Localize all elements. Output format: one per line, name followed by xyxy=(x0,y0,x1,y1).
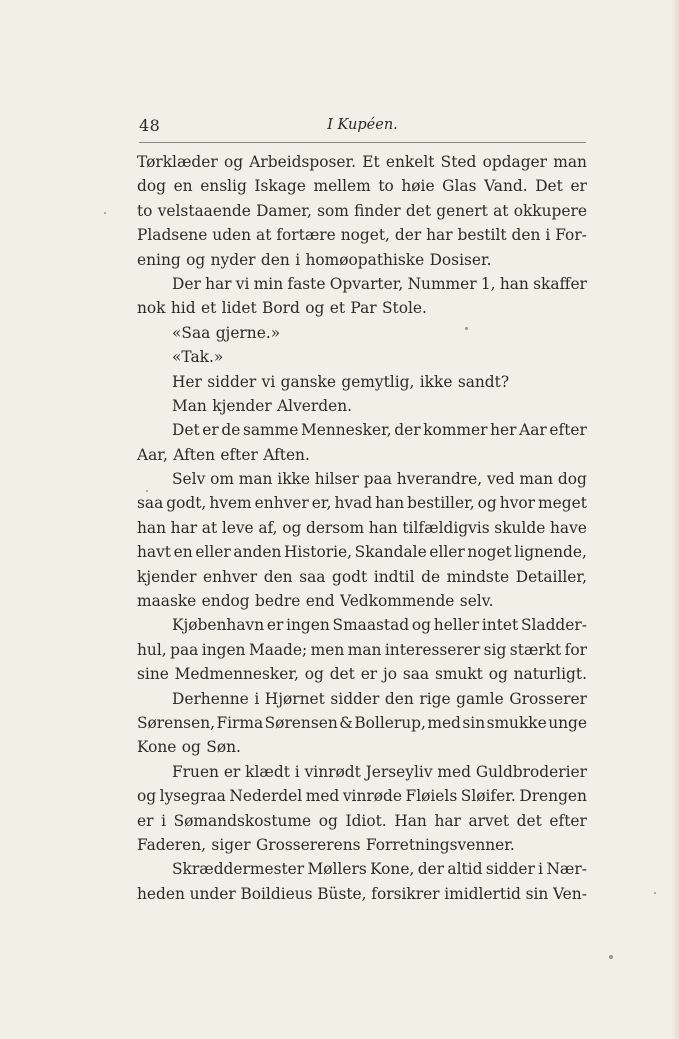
text-line: nok hid et lidet Bord og et Par Stole. xyxy=(137,299,427,318)
word: gamle xyxy=(456,689,504,708)
word: er xyxy=(266,616,284,635)
word: Bollerup, xyxy=(354,713,426,732)
word: han xyxy=(368,518,398,537)
word: lignende, xyxy=(514,543,587,562)
word: Drengen xyxy=(519,787,587,806)
word: enkelt xyxy=(385,153,435,171)
word: den xyxy=(263,567,293,586)
word: okkupere xyxy=(513,201,587,220)
word: med xyxy=(437,762,471,781)
word: for xyxy=(564,640,587,659)
word: Derhenne xyxy=(172,689,249,708)
text-line xyxy=(137,491,587,515)
word: Nær- xyxy=(546,860,587,879)
word: bestiller, xyxy=(407,494,475,513)
word: det xyxy=(405,201,432,220)
word: en xyxy=(173,177,193,196)
text-line: Her sidder vi ganske gemytlig, ikke sandt? xyxy=(172,372,510,391)
word: eller xyxy=(429,543,465,562)
word: hverandre, xyxy=(396,470,483,489)
word: Damer, xyxy=(256,201,312,220)
word: med xyxy=(305,787,340,806)
word: som xyxy=(317,201,349,220)
word: Sted xyxy=(440,153,477,171)
word: Kjøbenhavn xyxy=(172,616,265,635)
word: Han xyxy=(394,811,427,830)
word: finder xyxy=(354,201,401,220)
word: ingen xyxy=(286,616,330,635)
word: godt xyxy=(332,567,368,586)
word: fortære xyxy=(276,226,336,245)
word: Aar xyxy=(519,421,547,440)
word: har xyxy=(426,226,453,245)
word: her xyxy=(490,421,517,440)
word: men xyxy=(310,640,345,659)
word: Kone, xyxy=(370,860,415,879)
word: har xyxy=(170,518,198,537)
word: meget xyxy=(538,494,587,513)
text-line: Man kjender Alverden. xyxy=(172,396,353,415)
word: Selv xyxy=(172,470,206,489)
word: det xyxy=(329,665,355,684)
word: Nummer xyxy=(407,274,477,293)
word: Et xyxy=(362,153,380,171)
word: Glas xyxy=(442,177,477,196)
text-line: maaske endog bedre end Vedkommende selv. xyxy=(137,592,494,611)
word: indtil xyxy=(373,567,415,586)
text-line: Faderen, siger Grossererens Forretningsvenner. xyxy=(137,835,515,854)
word: Pladsene xyxy=(137,226,208,245)
word: faste xyxy=(287,274,326,293)
word: enhver xyxy=(203,567,258,586)
word: i xyxy=(294,762,300,781)
word: ved xyxy=(486,470,515,489)
word: leve xyxy=(221,518,254,537)
word: anden xyxy=(233,543,282,562)
word: hilser xyxy=(314,470,359,489)
word: enslig xyxy=(200,177,247,196)
word: Sladder- xyxy=(520,616,587,635)
word: er xyxy=(137,811,154,830)
word: hvem xyxy=(209,494,252,513)
word: en xyxy=(173,543,193,562)
word: paa xyxy=(363,470,392,489)
word: og xyxy=(223,153,244,171)
word: der xyxy=(394,226,422,245)
word: sig xyxy=(483,640,507,659)
word: uden xyxy=(212,226,252,245)
text-line: «Saa gjerne.» xyxy=(172,323,281,342)
word: skulde xyxy=(494,518,546,537)
word: Sørensen xyxy=(264,713,338,732)
word: imidlertid xyxy=(444,884,521,903)
word: Fruen xyxy=(172,762,219,781)
word: sidder xyxy=(330,689,380,708)
word: Firma xyxy=(216,713,264,732)
text-line: ening og nyder den i homøopathiske Dosiser. xyxy=(137,250,492,269)
word: paa xyxy=(170,640,199,659)
text-line xyxy=(137,565,587,589)
text-line xyxy=(137,711,587,735)
word: rige xyxy=(419,689,451,708)
word: hvor xyxy=(499,494,536,513)
word: dog xyxy=(137,177,166,196)
text-line xyxy=(137,223,587,247)
word: Büste, xyxy=(317,884,367,903)
word: Skandale xyxy=(354,543,427,562)
text-line xyxy=(137,882,587,906)
word: Sørensen, xyxy=(137,713,215,732)
word: have xyxy=(549,518,587,537)
word: man xyxy=(553,153,587,171)
word: Vand. xyxy=(484,177,528,196)
paper-speck xyxy=(104,212,106,214)
running-title: I Kupéen. xyxy=(327,117,398,133)
text-line xyxy=(137,467,587,491)
text-line xyxy=(137,784,587,808)
text-line xyxy=(137,687,587,711)
word: kommer xyxy=(423,421,488,440)
word: skaffer xyxy=(533,274,587,293)
word: sin xyxy=(462,713,486,732)
text-line xyxy=(137,760,587,784)
word: Tørklæder xyxy=(137,153,218,171)
word: og xyxy=(488,665,508,684)
word: arvet xyxy=(468,811,510,830)
word: der xyxy=(394,421,421,440)
word: har xyxy=(434,811,461,830)
word: Arbeidsposer. xyxy=(249,153,357,171)
word: interesserer xyxy=(384,640,481,659)
word: og xyxy=(282,518,302,537)
word: den xyxy=(511,226,541,245)
word: man xyxy=(347,640,382,659)
word: heden xyxy=(137,884,185,903)
word: og xyxy=(477,494,497,513)
word: saa xyxy=(299,567,326,586)
text-line xyxy=(137,272,587,296)
word: smukt xyxy=(434,665,483,684)
word: efter xyxy=(549,421,587,440)
word: ikke xyxy=(277,470,310,489)
word: er xyxy=(223,762,241,781)
word: i xyxy=(161,811,167,830)
word: to xyxy=(137,201,153,220)
text-line xyxy=(137,809,587,833)
word: to xyxy=(378,177,394,196)
page-edge xyxy=(671,0,679,1039)
word: Fløiels xyxy=(405,787,458,806)
word: sin xyxy=(525,884,549,903)
word: Iskage xyxy=(254,177,306,196)
word: om xyxy=(210,470,234,489)
word: lysegraa xyxy=(159,787,226,806)
word: Det xyxy=(535,177,563,196)
word: For- xyxy=(555,226,587,245)
word: Nederdel xyxy=(229,787,303,806)
word: vinrøde xyxy=(342,787,402,806)
word: Sløifer. xyxy=(460,787,516,806)
word: intet xyxy=(481,616,519,635)
word: enhver xyxy=(254,494,309,513)
word: er xyxy=(360,665,378,684)
word: de xyxy=(421,567,441,586)
word: samme xyxy=(242,421,299,440)
text-line xyxy=(137,418,587,442)
word: af, xyxy=(258,518,278,537)
text-line xyxy=(137,638,587,662)
text-line: Kone og Søn. xyxy=(137,738,241,757)
word: Smaastad xyxy=(332,616,410,635)
paper-speck xyxy=(465,327,468,330)
text-line xyxy=(137,613,587,637)
word: & xyxy=(339,713,353,732)
word: med xyxy=(427,713,461,732)
word: den xyxy=(384,689,414,708)
word: Medmennesker, xyxy=(174,665,299,684)
word: dersom xyxy=(305,518,365,537)
word: og xyxy=(137,787,157,806)
page-number: 48 xyxy=(139,116,161,135)
word: vinrødt xyxy=(304,762,361,781)
word: eller xyxy=(195,543,231,562)
word: Der xyxy=(172,274,201,293)
paper-speck xyxy=(654,892,656,894)
word: Maade; xyxy=(248,640,308,659)
word: er xyxy=(202,421,219,440)
word: høie xyxy=(401,177,435,196)
paper-speck xyxy=(609,955,613,959)
word: sine xyxy=(137,665,169,684)
running-head xyxy=(139,116,586,143)
word: man xyxy=(238,470,273,489)
text-line xyxy=(137,199,587,223)
word: Detailler, xyxy=(515,567,587,586)
word: mellem xyxy=(313,177,371,196)
word: at xyxy=(201,518,218,537)
word: Boildieus xyxy=(240,884,313,903)
word: jo xyxy=(382,665,398,684)
word: mindste xyxy=(446,567,510,586)
word: havt xyxy=(137,543,171,562)
word: han xyxy=(375,494,405,513)
word: og xyxy=(318,811,338,830)
word: opdager xyxy=(482,153,548,171)
word: i xyxy=(538,860,544,879)
text-line xyxy=(137,857,587,881)
word: saa xyxy=(137,494,164,513)
word: Guldbroderier xyxy=(475,762,587,781)
word: de xyxy=(221,421,241,440)
word: dog xyxy=(557,470,587,489)
word: Opvarter, xyxy=(329,274,404,293)
word: Grosserer xyxy=(509,689,587,708)
word: stærkt xyxy=(509,640,562,659)
word: Hjørnet xyxy=(264,689,325,708)
word: Jerseyliv xyxy=(365,762,433,781)
word: efter xyxy=(549,811,587,830)
word: noget, xyxy=(340,226,390,245)
word: Ven- xyxy=(552,884,587,903)
word: godt, xyxy=(166,494,207,513)
paper-speck xyxy=(146,490,148,492)
word: hvad xyxy=(334,494,373,513)
word: noget xyxy=(467,543,512,562)
text-line: «Tak.» xyxy=(172,348,224,367)
word: Historie, xyxy=(284,543,352,562)
word: velstaaende xyxy=(157,201,251,220)
word: saa xyxy=(402,665,430,684)
word: har xyxy=(205,274,232,293)
word: at xyxy=(256,226,272,245)
word: unge xyxy=(548,713,587,732)
word: tilfældigvis xyxy=(402,518,490,537)
word: 1, xyxy=(480,274,496,293)
word: det xyxy=(516,811,542,830)
word: Idiot. xyxy=(345,811,387,830)
word: man xyxy=(519,470,554,489)
word: bestilt xyxy=(457,226,507,245)
word: kjender xyxy=(137,567,197,586)
word: Sømandskostume xyxy=(173,811,312,830)
text-line xyxy=(137,150,587,174)
text-line xyxy=(137,516,587,540)
text-line xyxy=(137,174,587,198)
text-line xyxy=(137,662,587,686)
word: Mennesker, xyxy=(300,421,392,440)
word: er, xyxy=(311,494,332,513)
word: Det xyxy=(172,421,200,440)
word: klædt xyxy=(245,762,290,781)
word: i xyxy=(254,689,260,708)
word: er xyxy=(570,177,587,196)
word: forsikrer xyxy=(371,884,440,903)
word: sidder xyxy=(485,860,535,879)
word: smukke xyxy=(486,713,547,732)
word: vi xyxy=(235,274,250,293)
word: naturligt. xyxy=(513,665,587,684)
word: at xyxy=(493,201,509,220)
word: i xyxy=(545,226,551,245)
word: han xyxy=(499,274,529,293)
word: min xyxy=(253,274,284,293)
text-line: Aar, Aften efter Aften. xyxy=(137,445,310,464)
word: og xyxy=(411,616,432,635)
body-text xyxy=(137,150,587,906)
word: han xyxy=(137,518,167,537)
word: heller xyxy=(433,616,480,635)
word: altid xyxy=(447,860,483,879)
word: Skræddermester xyxy=(172,860,305,879)
word: genert xyxy=(436,201,488,220)
word: ingen xyxy=(201,640,246,659)
text-line xyxy=(137,540,587,564)
word: og xyxy=(304,665,324,684)
word: under xyxy=(189,884,236,903)
word: hul, xyxy=(137,640,167,659)
word: der xyxy=(417,860,445,879)
word: Møllers xyxy=(307,860,367,879)
